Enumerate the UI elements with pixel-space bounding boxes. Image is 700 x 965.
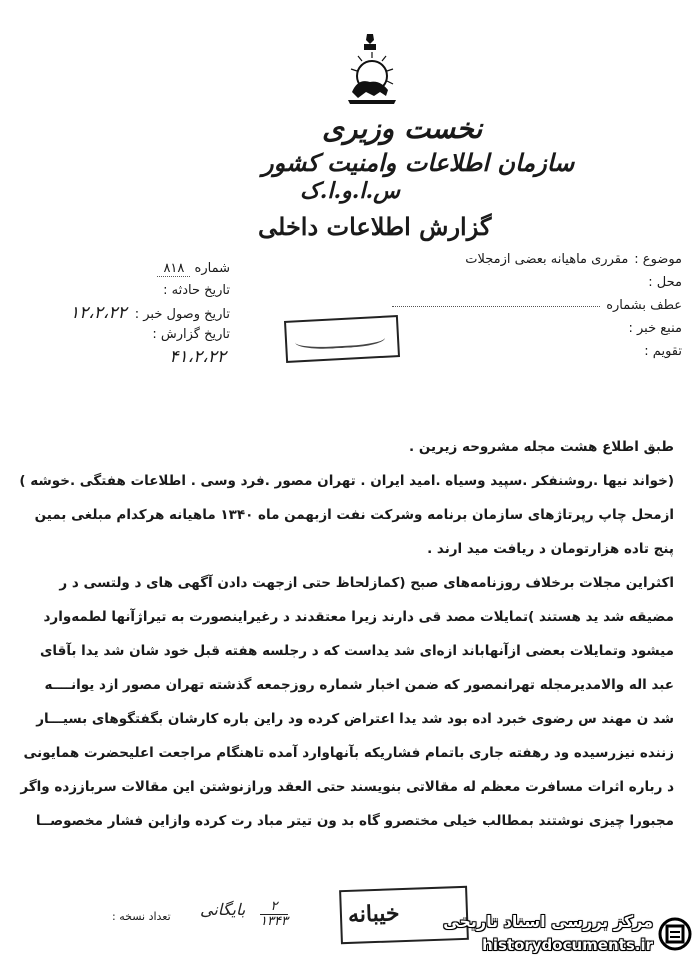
report-body	[14, 430, 674, 838]
watermark-title: مرکز بررسی اسناد تاریخی	[443, 912, 653, 931]
receipt-date-row	[60, 302, 230, 324]
organization-code: س.ا.و.ا.ک	[300, 178, 401, 204]
body-line: ازمحل چاپ رپرتاژهای سازمان برنامه وشرکت نفت ازبهمن ماه ۱۳۴۰ ماهیانه هرکدام مبلغی بمین	[34, 507, 674, 523]
report-date-row	[60, 324, 230, 346]
source-label: منبع خبر :	[628, 321, 682, 336]
body-line: مجبورا چیزی نوشتند بمطالب خیلی مختصرو گاه بد ون تیتر مباد رت کرده وازاین فشار مخصوصــا	[35, 813, 674, 829]
number-label: شماره	[194, 261, 230, 276]
file-stamp-text: خیبانه	[347, 900, 400, 928]
stamp-scribble	[294, 326, 385, 351]
assessment-label: تقویم :	[644, 344, 682, 359]
subject-row	[392, 248, 682, 271]
archive-logo-icon	[658, 914, 692, 954]
report-title: گزارش اطلاعات داخلی	[258, 212, 492, 241]
number-value: ۸۱۸	[157, 261, 190, 277]
ref-label: عطف بشماره	[606, 298, 682, 313]
report-meta-right	[392, 248, 682, 363]
copies-label: تعداد نسخه :	[112, 910, 171, 923]
report-date-label: تاریخ گزارش :	[152, 327, 230, 342]
ref-dotted-line	[392, 294, 600, 307]
fraction-top: ۲	[260, 900, 288, 915]
body-line: اکثراین مجلات برخلاف روزنامه‌های صبح (کمازلحاظ حتی ازجهت دادن آگهی های د ولتسی د ر	[59, 575, 674, 591]
number-row	[60, 258, 230, 280]
watermark-logo	[430, 910, 695, 960]
report-meta-left	[60, 258, 230, 368]
place-row	[392, 271, 682, 294]
archive-fraction	[260, 900, 288, 929]
prime-ministry-heading: نخست وزیری	[322, 112, 483, 145]
report-date-value-row	[60, 346, 230, 368]
assessment-row	[392, 340, 682, 363]
incident-date-label: تاریخ حادثه :	[163, 283, 230, 298]
stamp-box	[284, 315, 400, 363]
body-line: زننده نیزرسیده ود رهفته جاری باتمام فشاریکه بآنهاوارد آمده تاهنگام مراجعت اعلیحضرت همایونی	[23, 745, 674, 761]
lion-and-sun-emblem-icon	[340, 30, 400, 110]
watermark-url: historydocuments.ir	[482, 936, 653, 954]
subject-label: موضوع :	[634, 252, 682, 267]
archive-signature: بایگانی	[200, 900, 246, 919]
source-row	[392, 317, 682, 340]
organization-heading: سازمان اطلاعات وامنیت کشور	[262, 148, 575, 177]
receipt-date-value: ۱۲،۲،۲۲	[69, 303, 127, 323]
body-line: عبد اله والامدیرمجله تهرانمصور که ضمن اخبار شماره روزجمعه گذشته تهران مصور ازد یوانــــه	[44, 677, 674, 693]
body-line: طبق اطلاع هشت مجله مشروحه زیرین .	[409, 439, 674, 455]
body-line: مضیقه شد ید هستند )تمایلات مصد قی دارند زیرا معتقدند د رغیراینصورت به تیراژآنها لطمه‌وارد	[43, 609, 674, 625]
incident-date-row	[60, 280, 230, 302]
report-date-value: ۴۱،۲،۲۲	[169, 347, 226, 367]
ref-row	[392, 294, 682, 317]
body-line: میشود وتمایلات بعضی ازآنهاباند ازه‌ای شد یداست که د رجلسه هفته قبل خود شان شد یدا بآقای	[40, 643, 674, 659]
body-line: پنج تاده هزارتومان د ریافت مید ارند .	[427, 541, 674, 557]
subject-value: مقرری ماهیانه بعضی ازمجلات	[465, 252, 629, 267]
fraction-bottom: ۱۳۴۳	[260, 914, 288, 929]
body-line: د رباره اثرات مسافرت معظم له مقالاتی بنویسند حتی العقد ورازنوشتن این مقالات سرباززده واگر	[20, 779, 674, 795]
body-line: (خواند نیها .روشنفکر .سپید وسیاه .امید ایران . تهران مصور .فرد وسی . اطلاعات هفتگی .خوشه )	[19, 473, 674, 489]
body-line: شد ن مهند س رضوی خبرد اده بود شد یدا اعتراض کرده ود راین باره کارشان بگفتگوهای بسیـــار	[36, 711, 674, 727]
receipt-date-label: تاریخ وصول خبر :	[134, 307, 230, 322]
place-label: محل :	[648, 275, 682, 290]
